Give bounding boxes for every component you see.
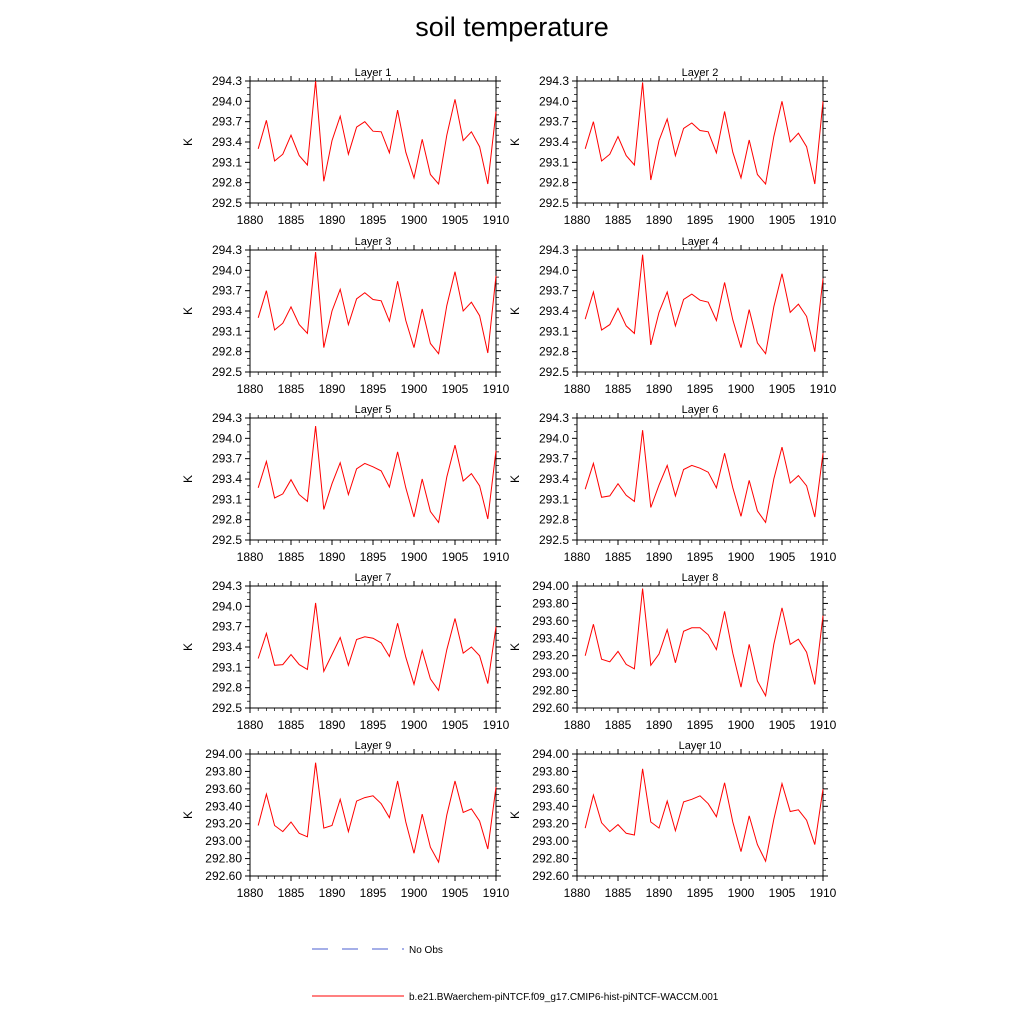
y-tick-label: 294.0 [211,431,242,446]
x-tick-label: 1890 [318,213,346,227]
y-tick-label: 293.00 [532,666,569,681]
y-tick-label: 294.3 [538,411,569,425]
series-line [585,430,823,522]
chart-panel-4 [508,236,837,396]
y-tick-label: 293.1 [211,660,242,675]
x-tick-label: 1880 [236,382,264,396]
panel-title: Layer 4 [681,236,719,248]
y-tick-label: 292.5 [538,196,569,210]
x-tick-label: 1890 [645,382,673,396]
x-tick-label: 1910 [809,550,837,564]
x-tick-label: 1885 [604,718,632,732]
y-tick-label: 293.4 [211,472,242,486]
y-tick-label: 292.8 [538,512,569,527]
series-line [258,81,496,184]
y-tick-label: 293.1 [538,155,569,170]
y-tick-label: 293.00 [205,834,242,849]
chart-panel-8 [508,572,837,732]
y-axis-label: K [508,137,522,147]
y-tick-label: 293.4 [211,640,242,654]
panel-title: Layer 10 [678,740,722,752]
y-tick-label: 293.7 [211,114,242,129]
y-tick-label: 292.5 [538,533,569,547]
x-tick-label: 1890 [318,718,346,732]
y-tick-label: 294.3 [538,243,569,257]
x-tick-label: 1910 [809,886,837,900]
panel-title: Layer 3 [354,236,392,248]
x-tick-label: 1905 [441,886,469,900]
y-tick-label: 294.0 [211,263,242,278]
plot-frame [250,250,496,372]
x-tick-label: 1905 [768,213,796,227]
x-tick-label: 1880 [563,382,591,396]
y-tick-label: 294.3 [211,74,242,88]
x-tick-label: 1910 [809,718,837,732]
chart-panel-10 [508,740,837,900]
y-axis-label: K [181,642,195,652]
panel-title: Layer 2 [681,67,719,79]
y-axis-label: K [508,642,522,652]
y-tick-label: 294.0 [538,431,569,446]
page-title: soil temperature [415,12,609,42]
y-axis-label: K [508,474,522,484]
legend-model-label: b.e21.BWaerchem-piNTCF.f09_g17.CMIP6-hist-piNTCF-WACCM.001 [409,992,719,1003]
x-tick-label: 1900 [400,213,428,227]
y-tick-label: 293.40 [532,631,569,646]
x-tick-label: 1890 [645,886,673,900]
y-tick-label: 293.7 [538,451,569,466]
y-tick-label: 292.5 [211,365,242,379]
x-tick-label: 1900 [400,382,428,396]
x-tick-label: 1890 [645,550,673,564]
y-tick-label: 293.60 [532,781,569,796]
y-tick-label: 292.60 [532,869,569,883]
x-tick-label: 1910 [482,213,510,227]
plot-frame [250,586,496,708]
x-tick-label: 1910 [809,382,837,396]
y-tick-label: 293.20 [532,816,569,831]
x-tick-label: 1910 [809,213,837,227]
x-tick-label: 1900 [727,886,755,900]
y-tick-label: 292.80 [532,851,569,866]
y-tick-label: 293.1 [211,155,242,170]
y-axis-label: K [181,810,195,820]
series-line [585,255,823,354]
y-tick-label: 294.0 [538,263,569,278]
y-tick-label: 294.0 [538,94,569,109]
chart-panel-2 [508,67,837,227]
plot-frame [577,418,823,540]
y-tick-label: 292.8 [211,680,242,695]
y-tick-label: 293.20 [205,816,242,831]
x-tick-label: 1880 [236,718,264,732]
y-axis-label: K [181,137,195,147]
y-tick-label: 294.0 [211,599,242,614]
y-tick-label: 294.00 [532,747,569,761]
panel-title: Layer 7 [354,572,392,584]
y-tick-label: 292.5 [538,365,569,379]
y-tick-label: 293.1 [211,324,242,339]
chart-panel-5 [181,404,510,564]
x-tick-label: 1900 [727,382,755,396]
y-tick-label: 293.7 [211,283,242,298]
y-tick-label: 292.8 [538,344,569,359]
y-tick-label: 293.00 [532,834,569,849]
y-tick-label: 292.8 [211,175,242,190]
y-tick-label: 294.00 [532,579,569,593]
y-tick-label: 294.3 [538,74,569,88]
plot-frame [577,250,823,372]
x-tick-label: 1885 [604,213,632,227]
plot-frame [577,586,823,708]
x-tick-label: 1905 [441,550,469,564]
x-tick-label: 1895 [359,550,387,564]
plot-frame [577,81,823,203]
x-tick-label: 1900 [400,886,428,900]
plot-frame [250,81,496,203]
y-tick-label: 293.4 [538,135,569,149]
panel-title: Layer 1 [354,67,392,79]
x-tick-label: 1890 [318,550,346,564]
y-tick-label: 292.5 [211,701,242,715]
x-tick-label: 1895 [686,550,714,564]
y-tick-label: 293.80 [532,596,569,611]
x-tick-label: 1900 [400,550,428,564]
x-tick-label: 1890 [318,886,346,900]
y-tick-label: 293.7 [538,283,569,298]
x-tick-label: 1890 [645,718,673,732]
y-tick-label: 293.1 [538,324,569,339]
x-tick-label: 1905 [768,718,796,732]
x-tick-label: 1900 [727,213,755,227]
x-tick-label: 1905 [441,213,469,227]
x-tick-label: 1885 [604,382,632,396]
y-tick-label: 293.80 [532,764,569,779]
series-line [258,426,496,522]
x-tick-label: 1910 [482,382,510,396]
x-tick-label: 1890 [645,213,673,227]
x-tick-label: 1880 [563,550,591,564]
x-tick-label: 1905 [768,382,796,396]
series-line [585,769,823,861]
chart-panel-1 [181,67,510,227]
plot-frame [250,418,496,540]
x-tick-label: 1895 [686,382,714,396]
panel-title: Layer 6 [681,404,719,416]
x-tick-label: 1910 [482,550,510,564]
x-tick-label: 1895 [686,886,714,900]
y-tick-label: 292.8 [211,512,242,527]
chart-panel-6 [508,404,837,564]
y-axis-label: K [508,810,522,820]
x-tick-label: 1910 [482,718,510,732]
y-tick-label: 293.7 [538,114,569,129]
y-tick-label: 293.7 [211,451,242,466]
y-tick-label: 294.00 [205,747,242,761]
y-tick-label: 294.3 [211,411,242,425]
y-axis-label: K [508,306,522,316]
chart-panel-7 [181,572,510,732]
y-tick-label: 292.5 [211,196,242,210]
y-tick-label: 294.0 [211,94,242,109]
x-tick-label: 1885 [277,213,305,227]
legend-no-obs-label: No Obs [409,945,443,956]
x-tick-label: 1880 [563,718,591,732]
y-tick-label: 293.60 [205,781,242,796]
y-tick-label: 293.40 [532,799,569,814]
series-line [258,603,496,691]
y-tick-label: 292.8 [211,344,242,359]
x-tick-label: 1905 [768,886,796,900]
panel-title: Layer 8 [681,572,719,584]
y-tick-label: 293.40 [205,799,242,814]
x-tick-label: 1885 [277,550,305,564]
x-tick-label: 1880 [563,213,591,227]
x-tick-label: 1910 [482,886,510,900]
x-tick-label: 1885 [277,718,305,732]
x-tick-label: 1895 [359,382,387,396]
x-tick-label: 1880 [236,550,264,564]
x-tick-label: 1880 [563,886,591,900]
y-tick-label: 293.4 [538,304,569,318]
x-tick-label: 1905 [768,550,796,564]
x-tick-label: 1895 [686,213,714,227]
x-tick-label: 1900 [727,718,755,732]
x-tick-label: 1895 [359,886,387,900]
y-tick-label: 292.60 [532,701,569,715]
x-tick-label: 1885 [604,550,632,564]
y-tick-label: 292.80 [205,851,242,866]
plot-frame [250,754,496,876]
y-tick-label: 293.4 [211,304,242,318]
x-tick-label: 1895 [359,213,387,227]
x-tick-label: 1890 [318,382,346,396]
chart-panel-9 [181,740,510,900]
y-tick-label: 292.60 [205,869,242,883]
x-tick-label: 1900 [727,550,755,564]
y-tick-label: 292.8 [538,175,569,190]
y-tick-label: 293.1 [538,492,569,507]
x-tick-label: 1880 [236,886,264,900]
plot-frame [577,754,823,876]
x-tick-label: 1905 [441,382,469,396]
y-tick-label: 292.5 [211,533,242,547]
x-tick-label: 1885 [277,886,305,900]
x-tick-label: 1885 [277,382,305,396]
legend [312,945,719,1003]
panel-title: Layer 5 [354,404,392,416]
series-line [258,763,496,862]
y-tick-label: 293.1 [211,492,242,507]
series-line [585,589,823,696]
y-tick-label: 294.3 [211,579,242,593]
y-axis-label: K [181,474,195,484]
chart-panels [181,67,837,900]
x-tick-label: 1900 [400,718,428,732]
series-line [258,252,496,354]
y-tick-label: 293.4 [538,472,569,486]
y-tick-label: 293.4 [211,135,242,149]
y-tick-label: 294.3 [211,243,242,257]
y-tick-label: 293.60 [532,613,569,628]
series-line [585,82,823,184]
x-tick-label: 1895 [686,718,714,732]
x-tick-label: 1905 [441,718,469,732]
y-tick-label: 293.20 [532,648,569,663]
panel-title: Layer 9 [354,740,392,752]
y-tick-label: 292.80 [532,683,569,698]
chart-panel-3 [181,236,510,396]
x-tick-label: 1895 [359,718,387,732]
y-tick-label: 293.80 [205,764,242,779]
y-tick-label: 293.7 [211,619,242,634]
x-tick-label: 1885 [604,886,632,900]
y-axis-label: K [181,306,195,316]
x-tick-label: 1880 [236,213,264,227]
